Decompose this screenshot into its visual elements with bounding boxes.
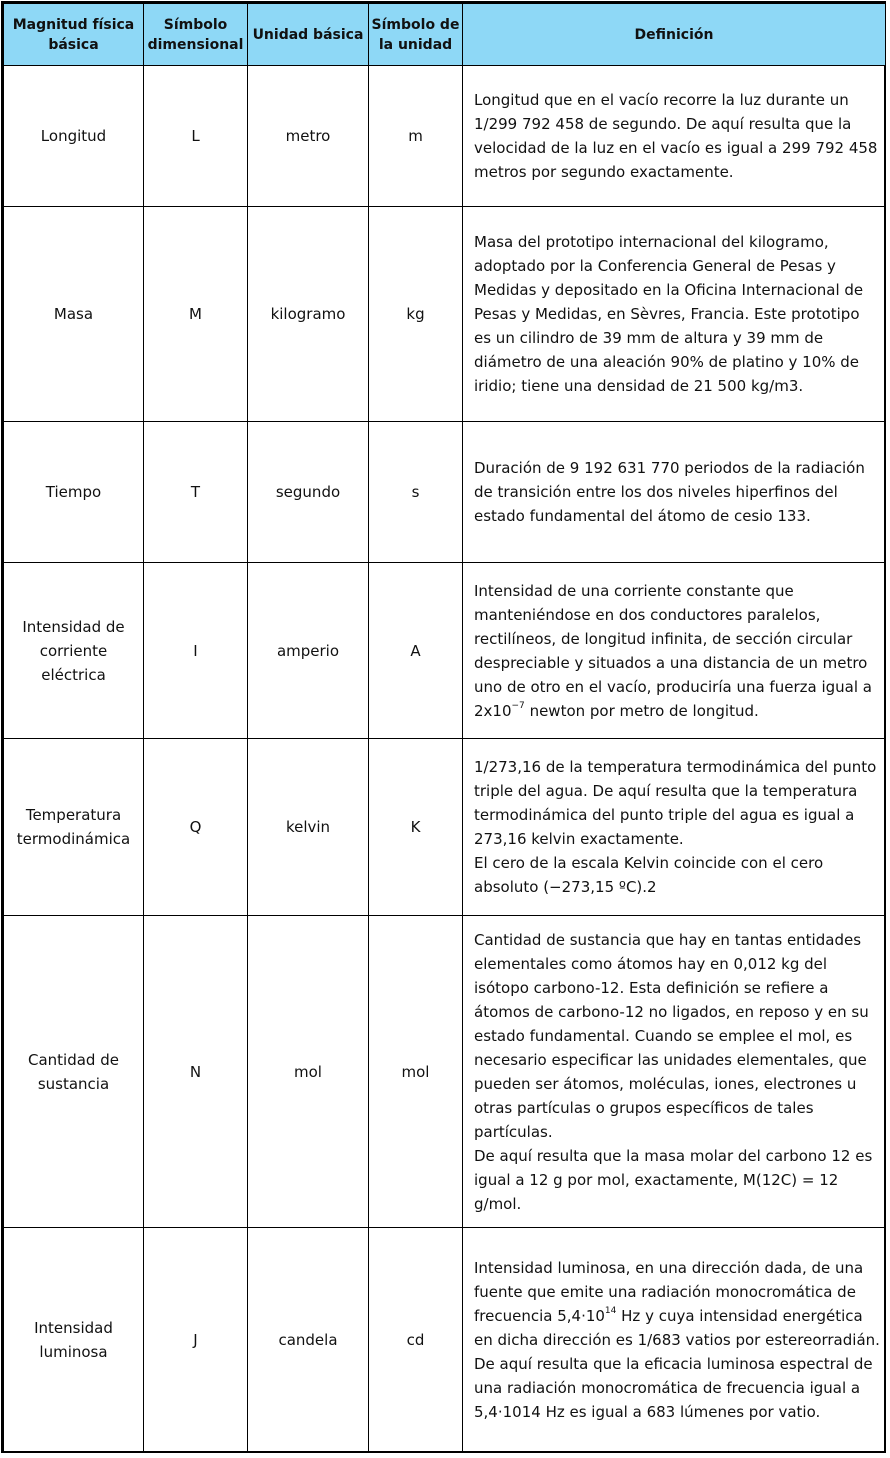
magnitud-cell: Tiempo bbox=[4, 422, 144, 563]
exponent: −7 bbox=[511, 700, 525, 711]
simbolo-unidad-cell: s bbox=[369, 422, 463, 563]
simbolo-dimensional-cell: L bbox=[144, 66, 248, 207]
definicion-text: 1/273,16 de la temperatura termodinámica del punto triple del agua. De aquí resulta que la temperatura termodinámica del punto triple del agua es igual a 273,16 kelvin exactamente. bbox=[474, 758, 877, 848]
magnitud-cell: Cantidad de sustancia bbox=[4, 916, 144, 1228]
simbolo-dimensional-cell: I bbox=[144, 563, 248, 739]
simbolo-dimensional-cell: Q bbox=[144, 739, 248, 916]
simbolo-unidad-cell: A bbox=[369, 563, 463, 739]
definicion-text: Intensidad luminosa, en una dirección dada, de una fuente que emite una radiación monocromática de frecuencia 5,4·10 bbox=[474, 1258, 864, 1325]
table-row bbox=[4, 563, 886, 739]
definicion-cell bbox=[463, 916, 886, 1228]
header-definicion: Definición bbox=[463, 4, 886, 66]
magnitud-cell: Intensidad luminosa bbox=[4, 1228, 144, 1452]
unidad-cell: amperio bbox=[248, 563, 369, 739]
definicion-cell: Masa del prototipo internacional del kilogramo, adoptado por la Conferencia General de Pesas y Medidas y depositado en la Oficina Internacional de Pesas y Medidas, en Sèvres, Francia. Este prototipo es un cilindro de 39 mm de altura y 39 mm de diámetro de una aleación 90% de platino y 10% de iridio; tiene una densidad de 21 500 kg/m3. bbox=[463, 207, 886, 422]
header-magnitud: Magnitud física básica bbox=[4, 4, 144, 66]
simbolo-unidad-cell: cd bbox=[369, 1228, 463, 1452]
unidad-cell: kelvin bbox=[248, 739, 369, 916]
definicion-text: De aquí resulta que la eficacia luminosa espectral de una radiación monocromática de frecuencia igual a 5,4·1014 Hz es igual a 683 lúmenes por vatio. bbox=[474, 1354, 873, 1421]
unidad-cell: segundo bbox=[248, 422, 369, 563]
table-row bbox=[4, 422, 886, 563]
unidad-cell: mol bbox=[248, 916, 369, 1228]
definicion-text: El cero de la escala Kelvin coincide con el cero absoluto (−273,15 ºC).2 bbox=[474, 854, 824, 896]
table-row bbox=[4, 1228, 886, 1452]
definicion-cell bbox=[463, 563, 886, 739]
definicion-text: Hz y cuya intensidad energética en dicha dirección es 1/683 vatios por estereorradián. bbox=[474, 1306, 880, 1349]
definicion-cell: Duración de 9 192 631 770 periodos de la radiación de transición entre los dos niveles hiperfinos del estado fundamental del átomo de cesio 133. bbox=[463, 422, 886, 563]
unidad-cell: candela bbox=[248, 1228, 369, 1452]
simbolo-dimensional-cell: M bbox=[144, 207, 248, 422]
simbolo-dimensional-cell: T bbox=[144, 422, 248, 563]
definicion-text: Cantidad de sustancia que hay en tantas entidades elementales como átomos hay en 0,012 kg del isótopo carbono-12. Esta definición se refiere a átomos de carbono-12 no ligados, en reposo y en su estado fundamental. Cuando se emplee el mol, es necesario especificar las unidades elementales, que pueden ser átomos, moléculas, iones, electrones u otras partículas o grupos específicos de tales partículas. bbox=[474, 930, 869, 1141]
exponent: 14 bbox=[604, 1305, 617, 1316]
magnitud-cell: Longitud bbox=[4, 66, 144, 207]
unidad-cell: metro bbox=[248, 66, 369, 207]
unidad-cell: kilogramo bbox=[248, 207, 369, 422]
definicion-cell: Longitud que en el vacío recorre la luz durante un 1/299 792 458 de segundo. De aquí resulta que la velocidad de la luz en el vacío es igual a 299 792 458 metros por segundo exactamente. bbox=[463, 66, 886, 207]
simbolo-unidad-cell: kg bbox=[369, 207, 463, 422]
definicion-text: Intensidad de una corriente constante que manteniéndose en dos conductores paralelos, rectilíneos, de longitud infinita, de sección circular despreciable y situados a una distancia de un metro uno de otro en el vacío, produciría una fuerza igual a 2x10 bbox=[474, 581, 872, 720]
definicion-text: De aquí resulta que la masa molar del carbono 12 es igual a 12 g por mol, exactamente, M(12C) = 12 g/mol. bbox=[474, 1146, 873, 1213]
header-row bbox=[4, 4, 886, 66]
table-row bbox=[4, 739, 886, 916]
magnitud-cell: Intensidad de corriente eléctrica bbox=[4, 563, 144, 739]
si-units-table bbox=[3, 3, 886, 1452]
simbolo-unidad-cell: K bbox=[369, 739, 463, 916]
simbolo-dimensional-cell: N bbox=[144, 916, 248, 1228]
table-row bbox=[4, 207, 886, 422]
magnitud-cell: Temperatura termodinámica bbox=[4, 739, 144, 916]
definicion-text: newton por metro de longitud. bbox=[524, 701, 759, 720]
table-row bbox=[4, 66, 886, 207]
header-simbolo-unidad: Símbolo de la unidad bbox=[369, 4, 463, 66]
simbolo-unidad-cell: mol bbox=[369, 916, 463, 1228]
magnitud-cell: Masa bbox=[4, 207, 144, 422]
definicion-cell bbox=[463, 739, 886, 916]
simbolo-dimensional-cell: J bbox=[144, 1228, 248, 1452]
definicion-cell bbox=[463, 1228, 886, 1452]
simbolo-unidad-cell: m bbox=[369, 66, 463, 207]
table-row bbox=[4, 916, 886, 1228]
header-unidad: Unidad básica bbox=[248, 4, 369, 66]
header-simbolo-dimensional: Símbolo dimensional bbox=[144, 4, 248, 66]
